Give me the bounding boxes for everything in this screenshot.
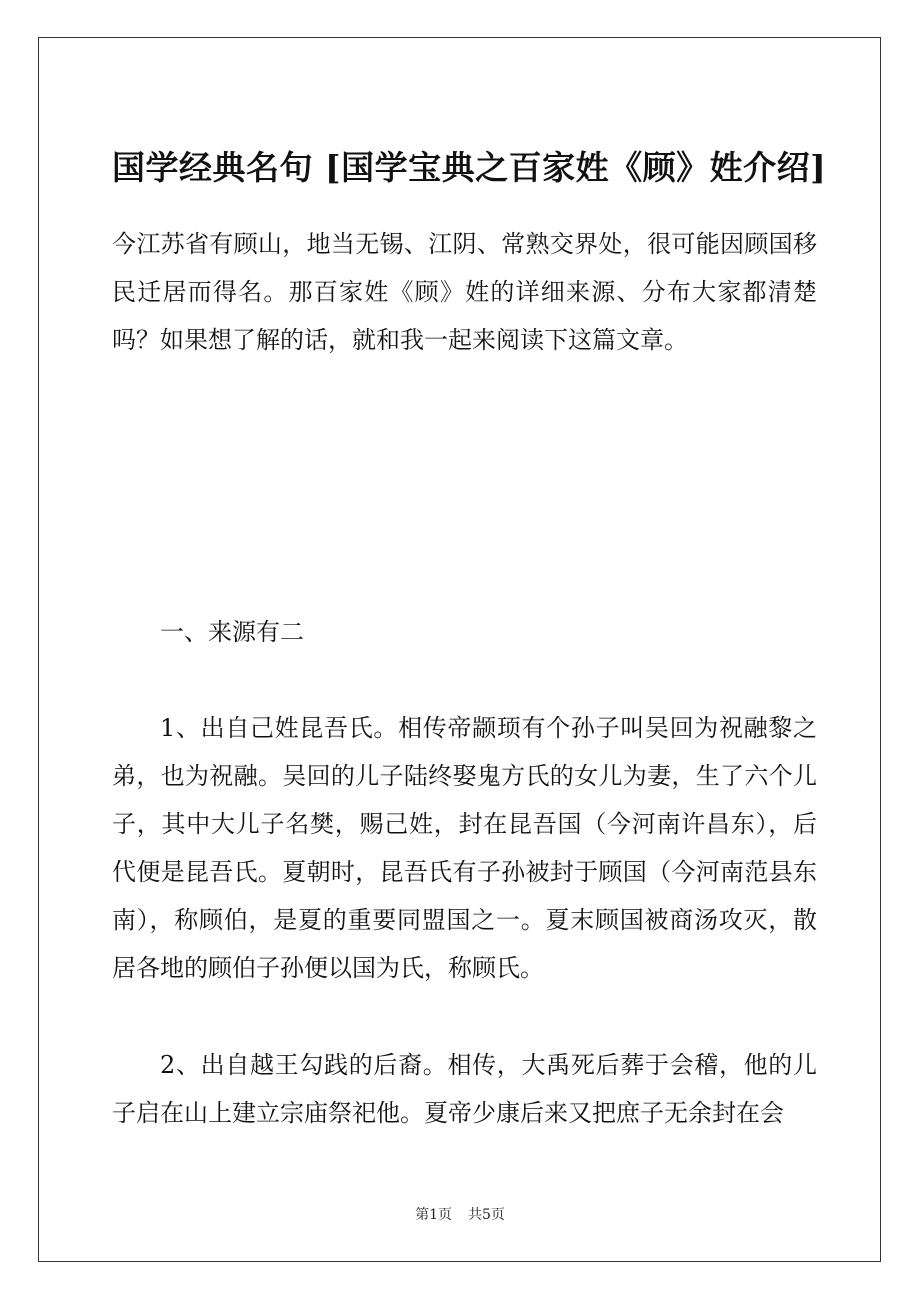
body-paragraph-1: 1、出自己姓昆吾氏。相传帝颛顼有个孙子叫吴回为祝融黎之弟，也为祝融。吴回的儿子陆终娶鬼方氏的女儿为妻，生了六个儿子，其中大儿子名樊，赐己姓，封在昆吾国（今河南许昌东），后代便是昆吾氏。夏朝时，昆吾氏有子孙被封于顾国（今河南范县东南），称顾伯，是夏的重要同盟国之一。夏末顾国被商汤攻灭，散居各地的顾伯子孙便以国为氏，称顾氏。 [112, 714, 817, 982]
body-paragraph-2: 2、出自越王勾践的后裔。相传，大禹死后葬于会稽，他的儿子启在山上建立宗庙祭祀他。夏帝少康后来又把庶子无余封在会 [112, 1051, 817, 1127]
page-footer [0, 1205, 920, 1225]
document-title: 国学经典名句 [国学宝典之百家姓《顾》姓介绍] [112, 148, 827, 187]
intro-paragraph: 今江苏省有顾山，地当无锡、江阴、常熟交界处，很可能因顾国移民迁居而得名。那百家姓《顾》姓的详细来源、分布大家都清楚吗？如果想了解的话，就和我一起来阅读下这篇文章。 [112, 230, 817, 354]
section-heading: 一、来源有二 [160, 618, 304, 646]
page-total: 共5页 [468, 1207, 505, 1223]
page-number: 第1页 [415, 1207, 452, 1223]
